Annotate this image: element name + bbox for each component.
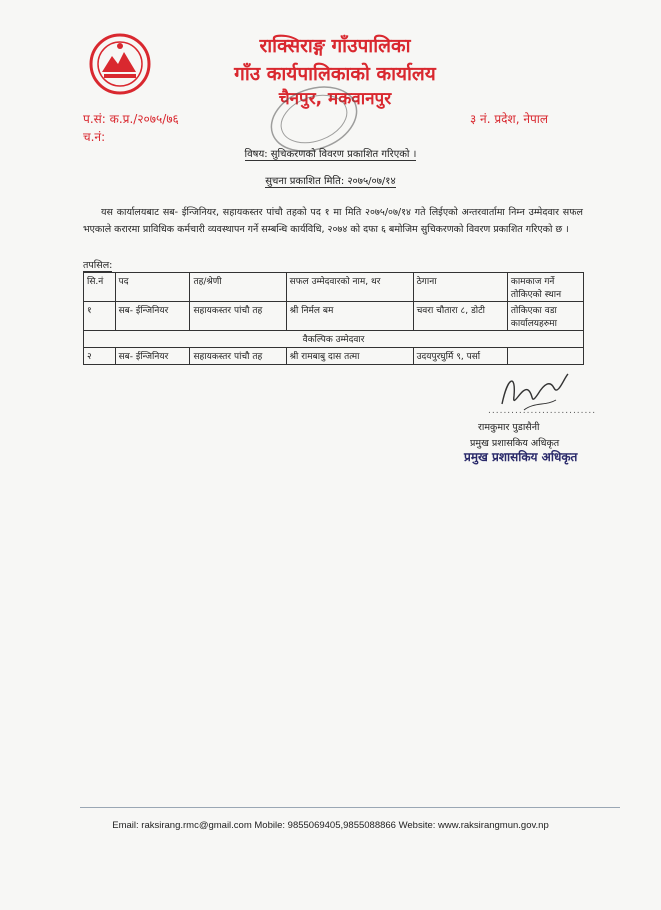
table-cell: सब- ईन्जिनियर [115,348,190,365]
reference-number: प.सं: क.प्र./२०७५/७६ [83,112,179,126]
designation-stamp: प्रमुख प्रशासकिय अधिकृत [464,450,578,464]
province-label: ३ नं. प्रदेश, नेपाल [470,112,549,126]
office-name: राक्सिराङ्ग गाँउपालिका [259,35,411,57]
details-label: तपसिल: [83,260,113,271]
table-section-row [84,331,584,348]
table-cell: तोकिएका वडा कार्यालयहरुमा [507,302,583,331]
table-cell: चवरा चौतारा ८, डोटी [413,302,507,331]
table-header-cell: सफल उम्मेदवारको नाम, थर [286,273,413,302]
table-header-cell: सि.नं [84,273,116,302]
table-cell: उदयपुरघुर्मि ९, पर्सा [413,348,507,365]
signatory-title: प्रमुख प्रशासकिय अधिकृत [470,438,560,449]
table-cell: १ [84,302,116,331]
table-header-cell: पद [115,273,190,302]
signature-line: ............................ [488,406,597,416]
table-cell: सहायकस्तर पांचौ तह [190,302,286,331]
table-cell: सहायकस्तर पांचौ तह [190,348,286,365]
table-cell: श्री रामबाबु दास तत्मा [286,348,413,365]
table-cell [507,348,583,365]
dispatch-number: च.नं: [83,130,106,144]
candidate-table [83,272,584,365]
office-subtitle: गाँउ कार्यपालिकाको कार्यालय [234,63,436,85]
table-header-cell: तह/श्रेणी [190,273,286,302]
subject-line: विषय: सुचिकरणको विवरण प्रकाशित गरिएको । [244,149,417,160]
signatory-name: रामकुमार पुडासैनी [478,422,540,433]
office-location: चैनपुर, मकवानपुर [278,89,392,109]
table-header-row [84,273,584,302]
table-header-cell: कामकाज गर्ने तोकिएको स्थान [507,273,583,302]
table-header-cell: ठेगाना [413,273,507,302]
emblem-logo [88,32,152,96]
table-cell: श्री निर्मल बम [286,302,413,331]
table-row [84,348,584,365]
contact-footer: Email: raksirang.rmc@gmail.com Mobile: 9855069405,9855088866 Website: www.raksirangmun.gov.np [112,820,549,831]
table-cell: २ [84,348,116,365]
notice-date: सुचना प्रकाशित मिति: २०७५/०७/१४ [265,176,396,187]
alternate-candidate-label: वैकल्पिक उम्मेदवार [84,331,584,348]
footer-divider [80,807,620,808]
table-row [84,302,584,331]
table-cell: सब- ईन्जिनियर [115,302,190,331]
office-stamp [266,84,362,154]
body-paragraph: यस कार्यालयबाट सब- ईन्जिनियर, सहायकस्तर पांचौ तहको पद १ मा मिति २०७५/०७/१४ गते लिईएको अन्तरवार्तामा निम्न उम्मेदवार सफल भएकाले करारमा प्राविधिक कर्मचारी व्यवस्थापन गर्ने सम्बन्धि कार्यविधि, २०७४ को दफा ६ बमोजिम सुचिकरणको विवरण प्रकाशित गरिएको छ । [83,207,583,235]
